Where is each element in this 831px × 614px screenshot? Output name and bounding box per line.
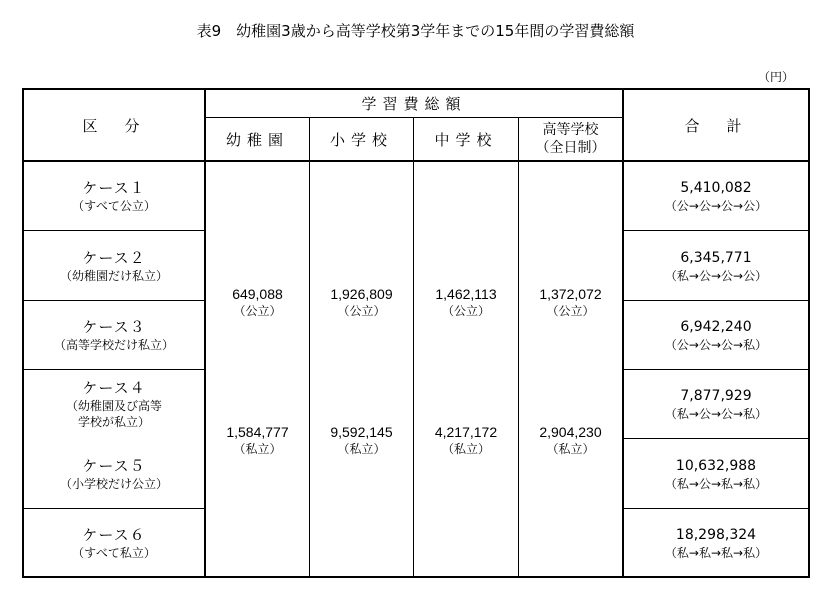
school-path: （公→公→公→私） [664,338,768,352]
case-label [24,370,204,438]
case-label [24,440,204,508]
case-name: ケース６ [82,525,146,544]
cost-table [22,88,810,578]
divider-col-2 [413,117,414,578]
total-value: 5,410,082 [680,180,752,196]
school-path: （公→公→公→公） [664,199,768,213]
private-label: （私立） [233,442,282,456]
case-note-line2: 学校が私立） [77,415,150,429]
public-kindergarten [206,278,309,326]
case-label [24,509,204,576]
case-label [24,162,204,230]
header-group: 学習費総額 [361,95,467,113]
case-name: ケース２ [82,248,146,267]
private-label: （私立） [337,442,386,456]
total-cell [624,509,808,576]
total-value: 10,632,988 [675,457,757,474]
divider-col-1 [309,117,310,578]
total-cell [624,162,808,230]
table-title: 表9 幼稚園3歳から高等学校第3学年までの15年間の学習費総額 [196,22,635,40]
private-label: （私立） [546,442,595,456]
school-path: （私→公→私→私） [664,476,768,491]
private-kindergarten [206,416,309,464]
public-label: （公立） [337,304,386,318]
header-category: 区 分 [82,116,146,135]
case-label [24,231,204,300]
private-elementary [310,416,413,464]
case-label [24,301,204,369]
public-label: （公立） [441,304,490,318]
school-path: （私→私→私→私） [664,545,768,560]
header-elementary: 小学校 [329,130,393,149]
divider-col-3 [518,117,519,578]
total-cell [624,370,808,438]
total-value: 6,345,771 [680,249,752,266]
public-label: （公立） [546,304,595,318]
private-junior-high [414,416,518,464]
public-junior-high [414,278,518,326]
private-label: （私立） [441,442,490,456]
case-note: （すべて公立） [72,199,156,213]
value: 1,584,777 [226,424,289,440]
header-total: 合 計 [684,116,748,135]
case-name: ケース４ [82,379,146,397]
case-name: ケース５ [82,457,146,475]
case-note: （幼稚園及び高等 [65,399,162,413]
public-high-school [519,278,622,326]
total-value: 18,298,324 [675,526,757,543]
value: 649,088 [232,286,283,302]
total-cell [624,231,808,300]
value: 4,217,172 [434,424,498,440]
total-value: 6,942,240 [680,319,752,335]
total-value: 7,877,929 [680,388,752,404]
header-junior-high: 中学校 [434,130,498,149]
header-high-school-line1: 高等学校 [542,122,599,138]
case-name: ケース１ [82,179,146,197]
case-note: （すべて私立） [72,545,156,560]
unit-label: （円） [758,70,795,84]
case-note: （幼稚園だけ私立） [59,268,168,283]
school-path: （私→公→公→公） [664,268,768,283]
case-name: ケース３ [82,318,146,336]
school-path: （私→公→公→私） [664,407,768,421]
value: 9,592,145 [330,424,393,440]
total-cell [624,301,808,369]
value: 1,926,809 [330,286,393,302]
public-label: （公立） [233,304,282,318]
public-elementary [310,278,413,326]
value: 1,462,113 [435,286,497,302]
case-note: （高等学校だけ私立） [53,338,174,352]
value: 1,372,072 [539,286,602,302]
total-cell [624,439,808,508]
private-high-school [519,416,622,464]
case-note: （小学校だけ公立） [59,477,168,491]
value: 2,904,230 [539,424,602,440]
header-high-school [519,118,622,160]
header-kindergarten: 幼稚園 [225,130,289,149]
header-high-school-line2: （全日制） [535,140,606,156]
